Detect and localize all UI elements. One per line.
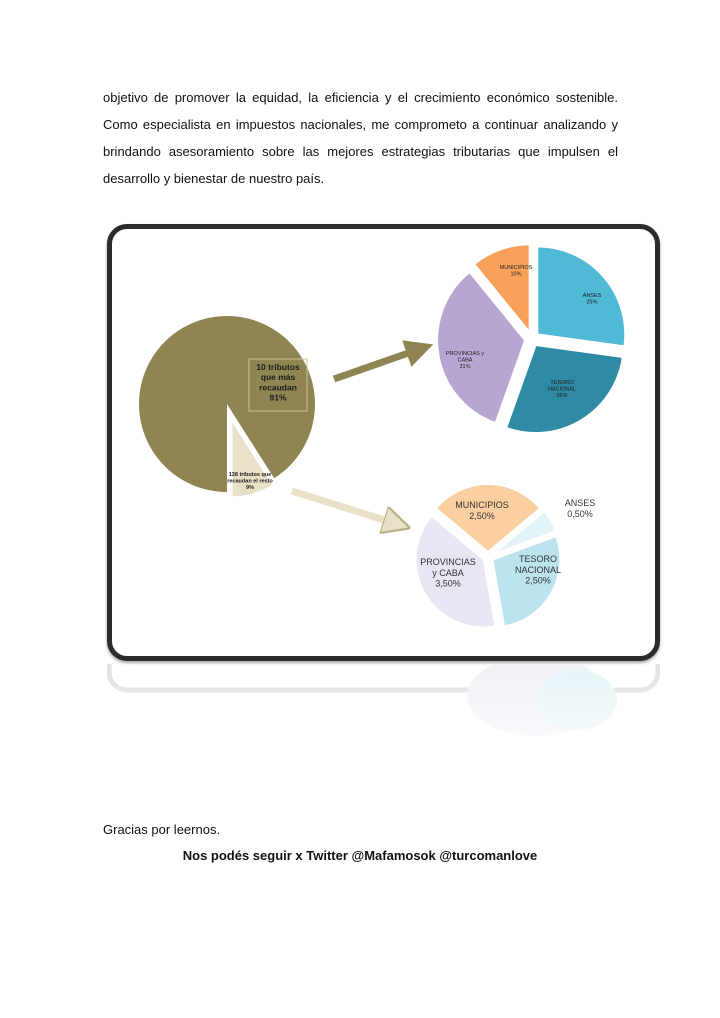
bottom-pie-label-line: NACIONAL [514,564,562,575]
top-pie-label-line: MUNICIPIOS [499,265,533,271]
main-tributes-slice [139,316,315,492]
top-pie-label-line: 26% [556,393,568,400]
paragraph-line: Como especialista en impuestos nacionales, me comprometo a continuar analizando y [103,117,618,132]
top-pie-label-line: NACIONAL [547,386,577,393]
figure-reflection [107,664,660,784]
other-tributes-label-line: recaudan el resto [227,478,273,485]
main-tributes-label-line: 10 tributos [256,362,300,372]
tax-distribution-figure [107,224,660,661]
top-pie-label-line: CABA [457,357,473,364]
bottom-pie-label-line: 2,50% [469,510,495,521]
top-pie-label-line: PROVINCIAS y [445,351,485,357]
other-tributes-label-line: 138 tributos que [228,472,272,478]
top-pie-label-line: TESORO [550,380,574,386]
bottom-pie-label-line: 2,50% [525,575,551,586]
body-paragraph [103,84,618,192]
other-tributes-label-line: 9% [246,485,254,492]
top-pie-slice [537,246,625,346]
top-pie [437,244,625,433]
bottom-pie-label-line: TESORO [518,554,558,564]
bottom-pie-label-line: MUNICIPIOS [455,500,509,510]
bottom-pie-label [565,498,596,519]
top-pie-label-line: ANSES [582,293,602,299]
arrow-to-top-pie [334,349,420,379]
main-tributes-label-line: recaudan [259,382,297,393]
top-pie-label-line: 10% [510,271,522,278]
tax-pie-diagram [112,229,655,656]
bottom-pie-label-line: y CABA [432,567,464,578]
paragraph-line: objetivo de promover la equidad, la eficiencia y el crecimiento económico sostenible. [103,90,618,105]
main-tributes-label-line: que más [260,372,296,383]
bottom-pie-label-line: 3,50% [435,578,461,589]
bottom-pie-label-line: 0,50% [567,508,593,519]
bottom-pie-label-line: ANSES [564,498,596,508]
bottom-pie-label-line: PROVINCIAS [420,557,476,567]
follow-line: Nos podés seguir x Twitter @Mafamosok @turcomanlove [182,848,538,863]
paragraph-line: brindando asesoramiento sobre las mejores estrategias tributarias que impulsen el [103,144,618,159]
main-tributes-label-line: 91% [269,392,287,403]
top-pie-label-line: 31% [459,364,471,371]
closing-text: Gracias por leernos. [103,822,221,837]
left-pie [139,316,315,497]
top-pie-label-line: 25% [586,299,598,306]
arrow-to-bottom-pie [292,491,397,524]
paragraph-line: desarrollo y bienestar de nuestro país. [103,171,325,186]
